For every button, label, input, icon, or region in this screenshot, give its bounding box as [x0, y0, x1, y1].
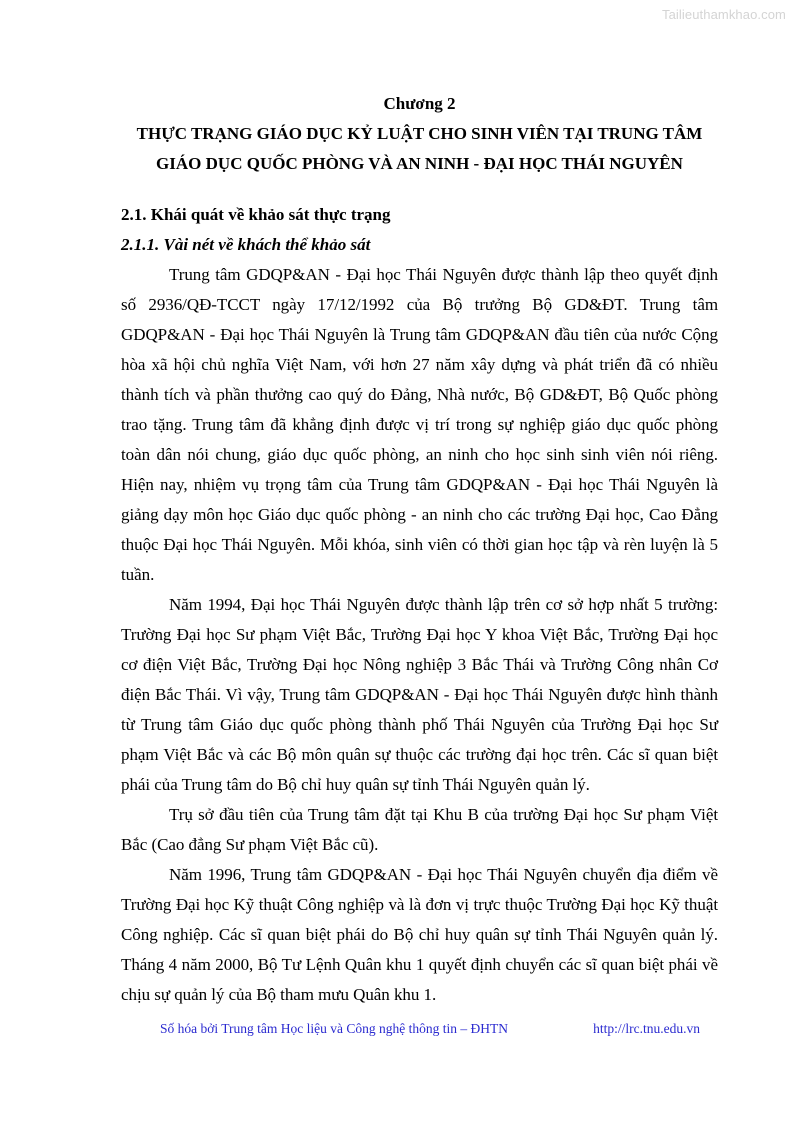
subsection-heading: 2.1.1. Vài nét về khách thể khảo sát — [121, 235, 371, 254]
chapter-label: Chương 2 — [383, 94, 456, 113]
chapter-title — [121, 119, 718, 179]
watermark-text: Tailieuthamkhao.com — [661, 7, 786, 22]
page-footer — [160, 1021, 700, 1037]
paragraph-2: Năm 1994, Đại học Thái Nguyên được thành lập trên cơ sở hợp nhất 5 trường: Trường Đại học Sư phạm Việt Bắc, Trường Đại học Y khoa Việt Bắc, Trường Đại học cơ điện Việt Bắc, Trường Đại học Nông nghiệp 3 Bắc Thái và Trường Công nhân Cơ điện Bắc Thái. Vì vậy, Trung tâm GDQP&AN - Đại học Thái Nguyên được hình thành từ Trung tâm Giáo dục quốc phòng thành phố Thái Nguyên của Trường Đại học Sư phạm Việt Bắc và các Bộ môn quân sự thuộc các trường đại học trên. Các sĩ quan biệt phái của Trung tâm do Bộ chỉ huy quân sự tỉnh Thái Nguyên quản lý. — [121, 595, 718, 794]
paragraph-1: Trung tâm GDQP&AN - Đại học Thái Nguyên được thành lập theo quyết định số 2936/QĐ-TCCT ngày 17/12/1992 của Bộ trưởng Bộ GD&ĐT. Trung tâm GDQP&AN - Đại học Thái Nguyên là Trung tâm GDQP&AN đầu tiên của nước Cộng hòa xã hội chủ nghĩa Việt Nam, với hơn 27 năm xây dựng và phát triển đã có nhiều thành tích và phần thưởng cao quý do Đảng, Nhà nước, Bộ GD&ĐT, Bộ Quốc phòng trao tặng. Trung tâm đã khẳng định được vị trí trong sự nghiệp giáo dục quốc phòng toàn dân nói chung, giáo dục quốc phòng, an ninh cho học sinh sinh viên nói riêng. Hiện nay, nhiệm vụ trọng tâm của Trung tâm GDQP&AN - Đại học Thái Nguyên là giảng dạy môn học Giáo dục quốc phòng - an ninh cho các trường Đại học, Cao Đẳng thuộc Đại học Thái Nguyên. Mỗi khóa, sinh viên có thời gian học tập và rèn luyện là 5 tuần. — [121, 265, 718, 584]
paragraph-4: Năm 1996, Trung tâm GDQP&AN - Đại học Thái Nguyên chuyển địa điểm về Trường Đại học Kỹ thuật Công nghiệp và là đơn vị trực thuộc Trường Đại học Kỹ thuật Công nghiệp. Các sĩ quan biệt phái do Bộ chỉ huy quân sự tỉnh Thái Nguyên quản lý. Tháng 4 năm 2000, Bộ Tư Lệnh Quân khu 1 quyết định chuyển các sĩ quan biệt phái về chịu sự quản lý của Bộ tham mưu Quân khu 1. — [121, 865, 718, 1004]
section-heading: 2.1. Khái quát về khảo sát thực trạng — [121, 205, 391, 224]
chapter-title-line-1: THỰC TRẠNG GIÁO DỤC KỶ LUẬT CHO SINH VIÊN TẠI TRUNG TÂM — [136, 124, 703, 143]
paragraph-3: Trụ sở đầu tiên của Trung tâm đặt tại Khu B của trường Đại học Sư phạm Việt Bắc (Cao đẳng Sư phạm Việt Bắc cũ). — [121, 805, 718, 854]
footer-credit: Số hóa bởi Trung tâm Học liệu và Công nghệ thông tin – ĐHTN — [160, 1021, 509, 1036]
chapter-title-line-2: GIÁO DỤC QUỐC PHÒNG VÀ AN NINH - ĐẠI HỌC THÁI NGUYÊN — [156, 154, 683, 173]
footer-link[interactable]: http://lrc.tnu.edu.vn — [593, 1021, 700, 1036]
document-page — [121, 93, 718, 1010]
